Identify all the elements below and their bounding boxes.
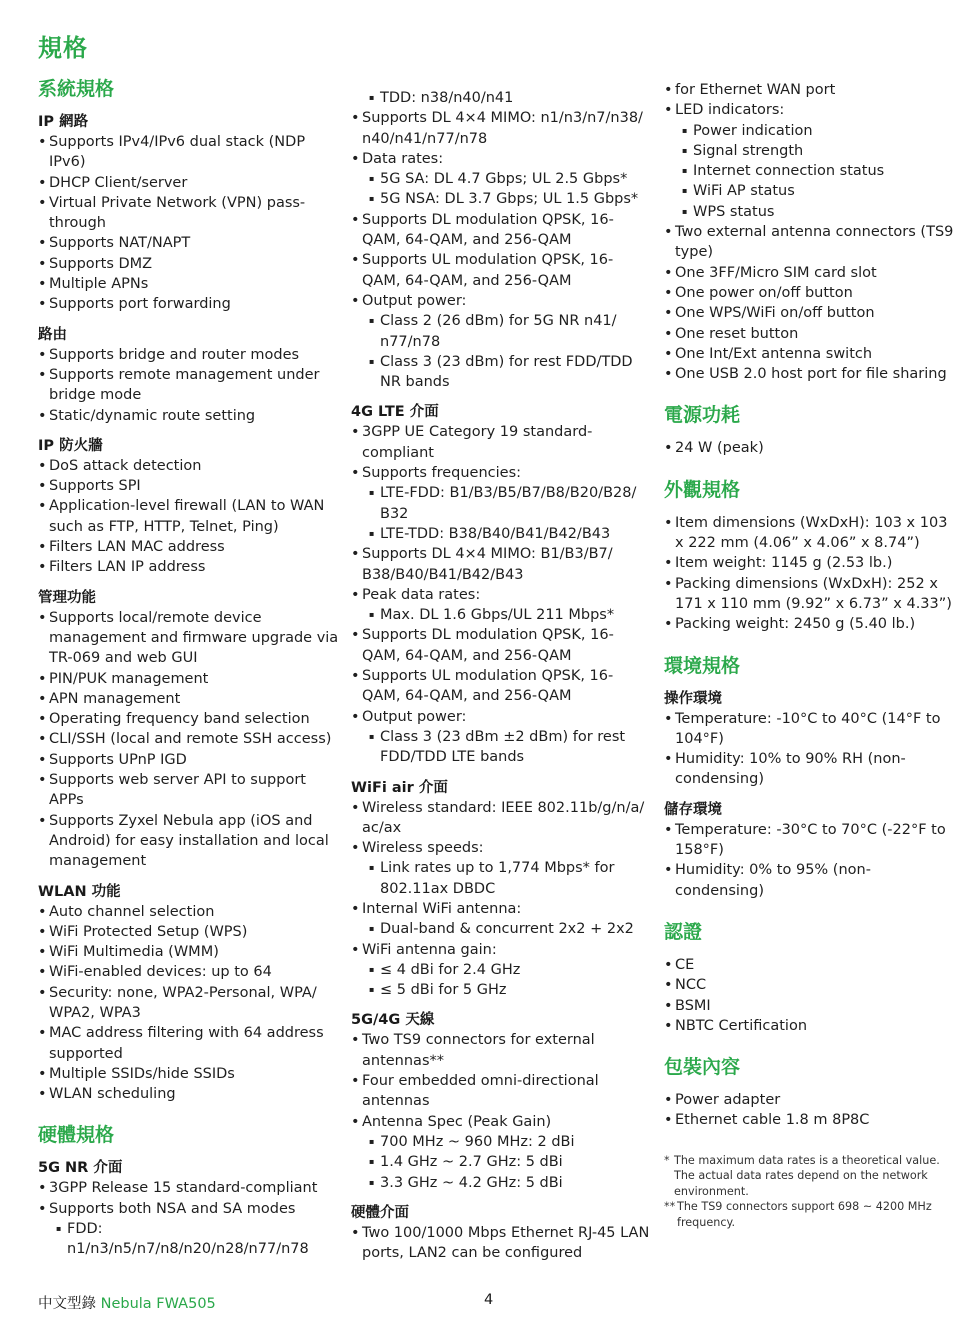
sub-list-item: ▪ WPS status	[664, 202, 954, 222]
list-management	[38, 608, 343, 872]
list-item: • Power adapter	[664, 1090, 954, 1110]
footnote-1	[664, 1153, 954, 1200]
column-2	[351, 88, 651, 1263]
list-5g-nr	[38, 1178, 343, 1259]
list-item: • Supports Zyxel Nebula app (iOS and Android) for easy installation and local management	[38, 811, 343, 872]
list-wifi	[351, 798, 651, 1001]
sub-title-firewall: IP 防火牆	[38, 437, 103, 454]
list-item: • Supports NAT/NAPT	[38, 233, 343, 253]
list-operating	[664, 709, 954, 790]
list-item: • Packing dimensions (WxDxH): 252 x 171 x 110 mm (9.92” x 6.73” x 4.33”)	[664, 574, 954, 615]
sub-list-item: ▪ Power indication	[664, 121, 954, 141]
list-item: • Supports SPI	[38, 476, 343, 496]
sub-title-4g-lte: 4G LTE 介面	[351, 404, 439, 421]
list-firewall	[38, 456, 343, 578]
list-item: • Security: none, WPA2-Personal, WPA/ WPA2, WPA3	[38, 983, 343, 1024]
list-item: • WiFi-enabled devices: up to 64	[38, 962, 343, 982]
list-item: • Supports UL modulation QPSK, 16-QAM, 64-QAM, and 256-QAM	[351, 250, 651, 291]
list-item: • Virtual Private Network (VPN) pass-through	[38, 193, 343, 234]
list-item: • One 3FF/Micro SIM card slot	[664, 263, 954, 283]
list-item: • Two external antenna connectors (TS9 type)	[664, 222, 954, 263]
sub-title-operating: 操作環境	[664, 690, 722, 707]
list-item: • Output power:	[351, 291, 651, 311]
footnote-2	[664, 1199, 954, 1230]
sub-list-item: ▪ 700 MHz ~ 960 MHz: 2 dBi	[351, 1132, 651, 1152]
sub-list-item: ▪ Class 3 (23 dBm ±2 dBm) for rest FDD/TDD LTE bands	[351, 727, 651, 768]
section-title-system: 系統規格	[38, 78, 115, 100]
list-item: • Supports port forwarding	[38, 294, 343, 314]
list-item: • Supports web server API to support APPs	[38, 770, 343, 811]
sub-list-item: ▪ 5G SA: DL 4.7 Gbps; UL 2.5 Gbps*	[351, 169, 651, 189]
list-item: • Item dimensions (WxDxH): 103 x 103 x 222 mm (4.06” x 4.06” x 8.74”)	[664, 513, 954, 554]
sub-title-routing: 路由	[38, 326, 67, 343]
list-item: • Supports UL modulation QPSK, 16-QAM, 64-QAM, and 256-QAM	[351, 666, 651, 707]
list-item: • Supports DL modulation QPSK, 16-QAM, 64-QAM, and 256-QAM	[351, 625, 651, 666]
sub-list-item: ▪ Class 2 (26 dBm) for 5G NR n41/ n77/n78	[351, 311, 651, 352]
sub-list-item: ▪ Class 3 (23 dBm) for rest FDD/TDD NR bands	[351, 352, 651, 393]
sub-title-management: 管理功能	[38, 589, 96, 606]
sub-title-storage: 儲存環境	[664, 801, 722, 818]
list-item: • WiFi Protected Setup (WPS)	[38, 922, 343, 942]
list-item: • Temperature: -30°C to 70°C (-22°F to 158°F)	[664, 820, 954, 861]
list-item: • Humidity: 0% to 95% (non-condensing)	[664, 860, 954, 901]
list-power	[664, 438, 954, 458]
sub-list-item: ▪ Link rates up to 1,774 Mbps* for 802.11ax DBDC	[351, 858, 651, 899]
sub-list-item: ▪ LTE-FDD: B1/B3/B5/B7/B8/B20/B28/ B32	[351, 483, 651, 524]
list-item: • Supports frequencies:	[351, 463, 651, 483]
list-item: • NCC	[664, 975, 954, 995]
sub-list-item: ▪ ≤ 5 dBi for 5 GHz	[351, 980, 651, 1000]
list-item: • Supports DMZ	[38, 254, 343, 274]
list-item: • Static/dynamic route setting	[38, 406, 343, 426]
list-storage	[664, 820, 954, 901]
list-item: • Ethernet cable 1.8 m 8P8C	[664, 1110, 954, 1130]
list-ip-network	[38, 132, 343, 315]
sub-title-hardware-interface: 硬體介面	[351, 1204, 409, 1221]
list-item: • Output power:	[351, 707, 651, 727]
sub-list-item: ▪ 3.3 GHz ~ 4.2 GHz: 5 dBi	[351, 1173, 651, 1193]
footnote-mark: **	[664, 1200, 676, 1214]
sub-list-item: ▪ Dual-band & concurrent 2x2 + 2x2	[351, 919, 651, 939]
sub-list-item: ▪ TDD: n38/n40/n41	[351, 88, 651, 108]
list-item: • BSMI	[664, 996, 954, 1016]
list-item: • 24 W (peak)	[664, 438, 954, 458]
list-item: • One USB 2.0 host port for file sharing	[664, 364, 954, 384]
list-item: • Supports bridge and router modes	[38, 345, 343, 365]
list-item: • Humidity: 10% to 90% RH (non-condensing)	[664, 749, 954, 790]
list-antenna	[351, 1030, 651, 1192]
list-item: • WiFi antenna gain:	[351, 940, 651, 960]
sub-title-wlan: WLAN 功能	[38, 883, 121, 900]
list-hardware-interface	[351, 1223, 651, 1264]
list-item: • 3GPP UE Category 19 standard-compliant	[351, 422, 651, 463]
sub-list-item: ▪ Signal strength	[664, 141, 954, 161]
list-item: • Filters LAN IP address	[38, 557, 343, 577]
list-item: • WiFi Multimedia (WMM)	[38, 942, 343, 962]
sub-list-item: ▪ LTE-TDD: B38/B40/B41/B42/B43	[351, 524, 651, 544]
list-item: • Data rates:	[351, 149, 651, 169]
list-item: • WLAN scheduling	[38, 1084, 343, 1104]
list-item: • Antenna Spec (Peak Gain)	[351, 1112, 651, 1132]
column-1	[38, 76, 343, 1260]
list-item: • Filters LAN MAC address	[38, 537, 343, 557]
list-item: • Two 100/1000 Mbps Ethernet RJ-45 LAN ports, LAN2 can be configured	[351, 1223, 651, 1264]
list-item: • Application-level firewall (LAN to WAN such as FTP, HTTP, Telnet, Ping)	[38, 496, 343, 537]
section-title-physical: 外觀規格	[664, 478, 741, 501]
list-item: • CE	[664, 955, 954, 975]
sub-title-wifi: WiFi air 介面	[351, 779, 448, 796]
sub-list-item: ▪ FDD: n1/n3/n5/n7/n8/n20/n28/n77/n78	[38, 1219, 343, 1260]
list-item: • Operating frequency band selection	[38, 709, 343, 729]
page-title: 規格	[38, 34, 88, 62]
list-package	[664, 1090, 954, 1131]
list-wlan	[38, 902, 343, 1105]
list-item: • One power on/off button	[664, 283, 954, 303]
list-item: • 3GPP Release 15 standard-compliant	[38, 1178, 343, 1198]
column-3	[664, 80, 954, 1230]
footnotes	[664, 1153, 954, 1231]
list-5g-nr-continued	[351, 88, 651, 392]
list-item: • Packing weight: 2450 g (5.40 lb.)	[664, 614, 954, 634]
list-item: • Multiple SSIDs/hide SSIDs	[38, 1064, 343, 1084]
list-item: • Supports local/remote device management and firmware upgrade via TR-069 and web GUI	[38, 608, 343, 669]
footer-catalog-label: 中文型錄	[38, 1296, 96, 1312]
sub-list-item: ▪ 5G NSA: DL 3.7 Gbps; UL 1.5 Gbps*	[351, 189, 651, 209]
list-item: • Auto channel selection	[38, 902, 343, 922]
list-item: • NBTC Certification	[664, 1016, 954, 1036]
list-4g-lte	[351, 422, 651, 767]
sub-list-item: ▪ WiFi AP status	[664, 181, 954, 201]
section-title-hardware: 硬體規格	[38, 1124, 115, 1147]
list-item: • Supports DL 4×4 MIMO: B1/B3/B7/ B38/B40/B41/B42/B43	[351, 544, 651, 585]
list-item: • One WPS/WiFi on/off button	[664, 303, 954, 323]
section-title-package: 包裝內容	[664, 1056, 741, 1079]
list-item: • Supports IPv4/IPv6 dual stack (NDP IPv6)	[38, 132, 343, 173]
footer-label	[38, 1292, 216, 1313]
footnote-mark: *	[664, 1153, 670, 1167]
section-title-environment: 環境規格	[664, 654, 741, 677]
list-item: • Supports UPnP IGD	[38, 750, 343, 770]
sub-title-antenna: 5G/4G 天線	[351, 1012, 435, 1029]
list-item: • Supports DL 4×4 MIMO: n1/n3/n7/n38/ n40/n41/n77/n78	[351, 108, 651, 149]
list-item: • Wireless standard: IEEE 802.11b/g/n/a/ ac/ax	[351, 798, 651, 839]
list-item: • Internal WiFi antenna:	[351, 899, 651, 919]
list-hardware-interface-continued	[664, 80, 954, 384]
list-item-continued: • for Ethernet WAN port	[664, 80, 954, 100]
list-item: • Temperature: -10°C to 40°C (14°F to 104°F)	[664, 709, 954, 750]
section-title-power: 電源功耗	[664, 404, 741, 427]
list-item: • Wireless speeds:	[351, 838, 651, 858]
page-number: 4	[484, 1292, 494, 1308]
section-title-certification: 認證	[664, 920, 703, 943]
sub-list-item: ▪ Internet connection status	[664, 161, 954, 181]
list-item: • Peak data rates:	[351, 585, 651, 605]
footnote-text: The TS9 connectors support 698 ~ 4200 MHz frequency.	[677, 1200, 932, 1229]
list-item: • PIN/PUK management	[38, 669, 343, 689]
list-item: • One reset button	[664, 324, 954, 344]
list-item: • DHCP Client/server	[38, 173, 343, 193]
sub-list-item: ▪ 1.4 GHz ~ 2.7 GHz: 5 dBi	[351, 1152, 651, 1172]
list-routing	[38, 345, 343, 426]
list-item: • MAC address filtering with 64 address supported	[38, 1023, 343, 1064]
list-item: • One Int/Ext antenna switch	[664, 344, 954, 364]
sub-list-item: ▪ ≤ 4 dBi for 2.4 GHz	[351, 960, 651, 980]
list-item: • Multiple APNs	[38, 274, 343, 294]
list-item: • Supports both NSA and SA modes	[38, 1199, 343, 1219]
list-item: • Supports remote management under bridge mode	[38, 365, 343, 406]
list-item: • Two TS9 connectors for external antennas**	[351, 1030, 651, 1071]
list-certification	[664, 955, 954, 1036]
list-item: • Supports DL modulation QPSK, 16-QAM, 64-QAM, and 256-QAM	[351, 210, 651, 251]
list-item: • APN management	[38, 689, 343, 709]
sub-title-5g-nr: 5G NR 介面	[38, 1160, 123, 1177]
sub-title-ip-network: IP 網路	[38, 114, 89, 130]
footer-product-name: Nebula FWA505	[100, 1296, 216, 1312]
list-item: • LED indicators:	[664, 100, 954, 120]
list-physical	[664, 513, 954, 635]
list-item: • DoS attack detection	[38, 456, 343, 476]
list-item: • Item weight: 1145 g (2.53 lb.)	[664, 553, 954, 573]
sub-list-item: ▪ Max. DL 1.6 Gbps/UL 211 Mbps*	[351, 605, 651, 625]
footnote-text: The maximum data rates is a theoretical value. The actual data rates depend on the network environment.	[674, 1153, 940, 1198]
list-item: • Four embedded omni-directional antennas	[351, 1071, 651, 1112]
list-item: • CLI/SSH (local and remote SSH access)	[38, 729, 343, 749]
